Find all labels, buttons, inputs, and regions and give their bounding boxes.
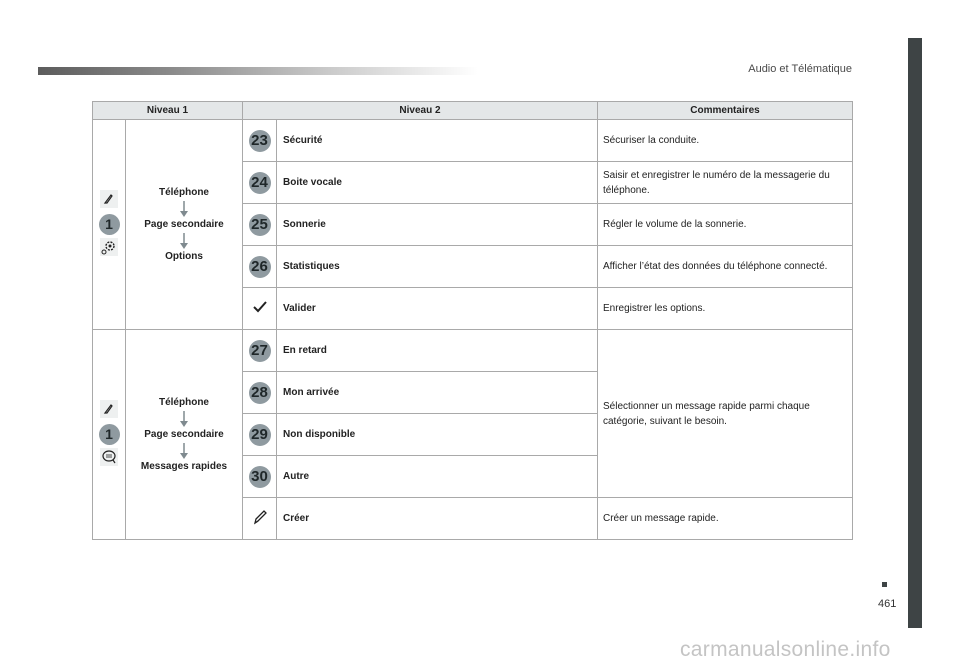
pencil-icon xyxy=(253,509,267,525)
item-label: Sonnerie xyxy=(277,204,598,246)
path-options: Options xyxy=(165,250,203,262)
shared-comment: Sélectionner un message rapide parmi chaque catégorie, suivant le besoin. xyxy=(598,330,853,498)
table-header-row xyxy=(93,102,853,120)
path-messages-rapides: Messages rapides xyxy=(140,460,228,472)
message-icon xyxy=(100,448,118,466)
gear-icon xyxy=(100,238,118,256)
page-number: 461 xyxy=(878,598,897,610)
item-label: Valider xyxy=(277,288,598,330)
path-telephone: Téléphone xyxy=(158,186,209,198)
item-comment: Sécuriser la conduite. xyxy=(598,120,853,162)
item-label: Statistiques xyxy=(277,246,598,288)
item-label: Non disponible xyxy=(277,414,598,456)
item-badge: 26 xyxy=(249,256,271,278)
arrow-down-icon xyxy=(179,443,189,459)
header-commentaires: Commentaires xyxy=(598,102,853,120)
level1-path xyxy=(126,120,243,330)
arrow-down-icon xyxy=(179,233,189,249)
side-tab xyxy=(908,38,922,628)
item-label: Sécurité xyxy=(277,120,598,162)
section-title: Audio et Télématique xyxy=(748,63,852,75)
item-label: En retard xyxy=(277,330,598,372)
item-label: Mon arrivée xyxy=(277,372,598,414)
path-page-secondaire: Page secondaire xyxy=(144,218,224,230)
item-badge: 25 xyxy=(249,214,271,236)
level1-icons xyxy=(93,120,126,330)
item-badge: 29 xyxy=(249,424,271,446)
checkmark-icon xyxy=(253,301,267,313)
level1-icons xyxy=(93,330,126,540)
path-page-secondaire: Page secondaire xyxy=(144,428,224,440)
item-comment: Enregistrer les options. xyxy=(598,288,853,330)
item-label: Autre xyxy=(277,456,598,498)
table-row xyxy=(93,330,853,372)
arrow-down-icon xyxy=(179,201,189,217)
watermark: carmanualsonline.info xyxy=(680,638,891,661)
item-comment: Saisir et enregistrer le numéro de la messagerie du téléphone. xyxy=(598,162,853,204)
arrow-down-icon xyxy=(179,411,189,427)
settings-table xyxy=(92,101,853,540)
header-gradient-bar xyxy=(38,67,478,75)
item-badge: 24 xyxy=(249,172,271,194)
table-row xyxy=(93,120,853,162)
item-badge: 30 xyxy=(249,466,271,488)
level1-badge: 1 xyxy=(99,214,120,235)
item-badge: 28 xyxy=(249,382,271,404)
item-comment: Régler le volume de la sonnerie. xyxy=(598,204,853,246)
header-niveau-2: Niveau 2 xyxy=(243,102,598,120)
level1-badge: 1 xyxy=(99,424,120,445)
page-marker xyxy=(882,582,887,587)
item-badge: 23 xyxy=(249,130,271,152)
phone-icon xyxy=(100,400,118,418)
item-label: Créer xyxy=(277,498,598,540)
item-comment: Afficher l’état des données du téléphone connecté. xyxy=(598,246,853,288)
item-comment: Créer un message rapide. xyxy=(598,498,853,540)
phone-icon xyxy=(100,190,118,208)
item-badge: 27 xyxy=(249,340,271,362)
level1-path xyxy=(126,330,243,540)
item-label: Boite vocale xyxy=(277,162,598,204)
header-niveau-1: Niveau 1 xyxy=(93,102,243,120)
path-telephone: Téléphone xyxy=(158,396,209,408)
